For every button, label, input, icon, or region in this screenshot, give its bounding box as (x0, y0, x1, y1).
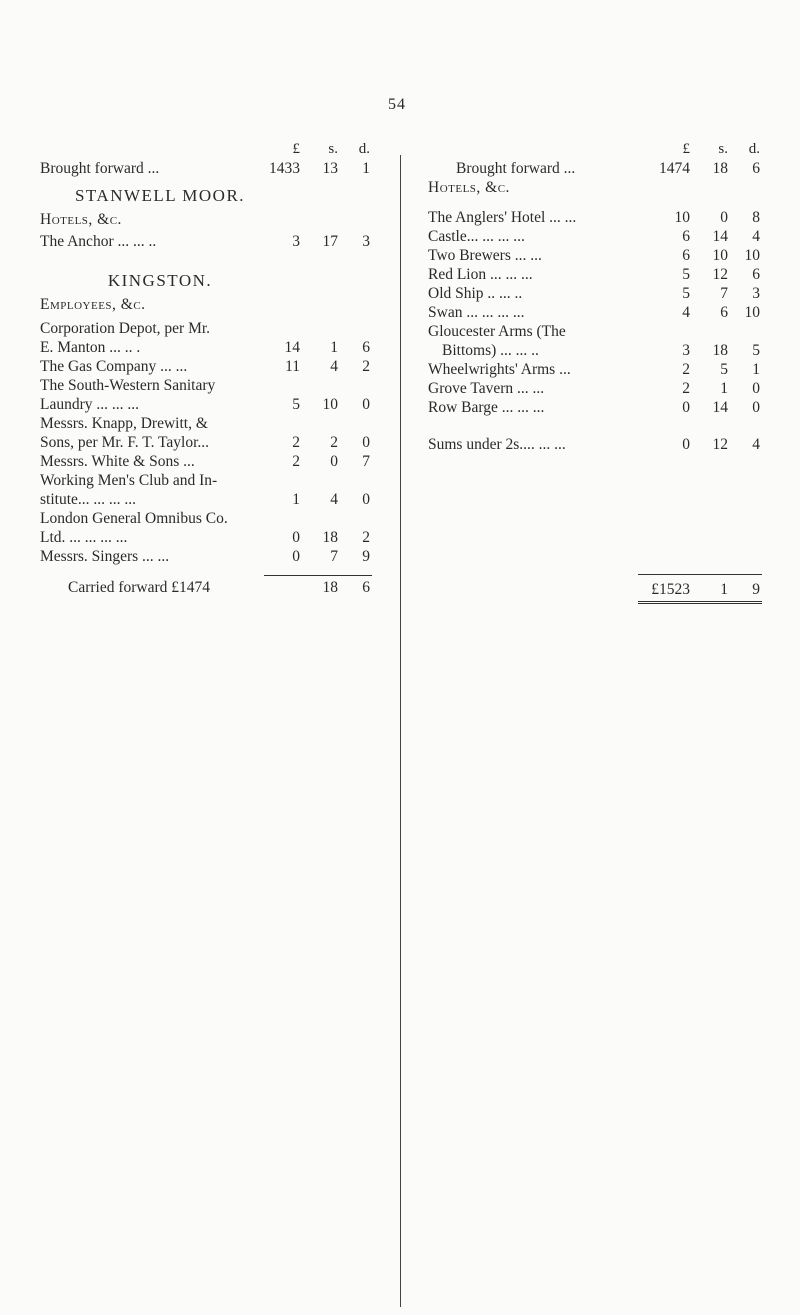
shillings: 7 (330, 548, 338, 565)
shillings: 4 (330, 358, 338, 375)
row-label: Gloucester Arms (The (428, 323, 566, 340)
sums-under-row (428, 435, 768, 454)
entry-row (428, 341, 768, 360)
pence: 9 (362, 548, 370, 565)
entry-row (40, 528, 376, 547)
entry-row (428, 265, 768, 284)
pence: 4 (752, 436, 760, 453)
entry-line (40, 319, 376, 338)
pounds: 1474 (659, 160, 690, 177)
pounds: 0 (292, 548, 300, 565)
entry-row (428, 284, 768, 303)
shillings: 18 (712, 342, 728, 359)
pounds: 0 (682, 436, 690, 453)
pounds: 2 (292, 453, 300, 470)
row-label: Carried forward £1474 (68, 579, 211, 596)
pence: 3 (362, 233, 370, 250)
row-label: stitute... ... ... ... (40, 491, 137, 508)
shillings: 13 (322, 160, 338, 177)
shillings: 1 (720, 581, 728, 598)
entry-row (40, 547, 376, 566)
row-label: The South-Western Sanitary (40, 377, 216, 394)
subheading: Hotels, &c. (428, 179, 510, 196)
row-label: Wheelwrights' Arms ... (428, 361, 571, 378)
entry-row (428, 246, 768, 265)
pence: 8 (752, 209, 760, 226)
shillings-header: s. (328, 141, 338, 157)
row-label: Messrs. Knapp, Drewitt, & (40, 415, 208, 432)
pounds: 14 (284, 339, 300, 356)
pence: 4 (752, 228, 760, 245)
pounds: 2 (682, 361, 690, 378)
pounds-header: £ (682, 141, 690, 157)
entry-line (428, 322, 768, 341)
row-label: Castle... ... ... ... (428, 228, 525, 245)
pounds: 6 (682, 247, 690, 264)
entry-row (428, 303, 768, 322)
pence: 6 (362, 339, 370, 356)
shillings: 0 (330, 453, 338, 470)
pence: 10 (744, 247, 760, 264)
row-label: The Anglers' Hotel ... ... (428, 209, 577, 226)
shillings: 18 (322, 529, 338, 546)
double-rule (638, 601, 762, 604)
entry-line (40, 376, 376, 395)
pounds: 6 (682, 228, 690, 245)
shillings: 10 (712, 247, 728, 264)
pounds: 5 (682, 266, 690, 283)
shillings: 7 (720, 285, 728, 302)
left-column (40, 140, 376, 597)
entry-row (428, 379, 768, 398)
entry-row (40, 395, 376, 414)
row-label: Bittoms) ... ... .. (442, 342, 539, 359)
row-label: Brought forward ... (456, 160, 576, 177)
row-label: Grove Tavern ... ... (428, 380, 545, 397)
pence: 0 (752, 399, 760, 416)
row-label: Sons, per Mr. F. T. Taylor... (40, 434, 210, 451)
section-heading: STANWELL MOOR. (74, 186, 246, 205)
subheading: Hotels, &c. (40, 211, 122, 228)
shillings: 1 (720, 380, 728, 397)
shillings: 10 (322, 396, 338, 413)
pence-header: d. (358, 141, 370, 157)
shillings: 6 (720, 304, 728, 321)
shillings-header: s. (718, 141, 728, 157)
pounds: 4 (682, 304, 690, 321)
shillings: 4 (330, 491, 338, 508)
row-label: Ltd. ... ... ... ... (40, 529, 128, 546)
shillings: 12 (712, 266, 728, 283)
pounds: 10 (674, 209, 690, 226)
row-label: The Anchor ... ... .. (40, 233, 157, 250)
total-rule (264, 575, 372, 576)
pence: 0 (752, 380, 760, 397)
entry-row (40, 452, 376, 471)
page-number: 54 (388, 96, 406, 113)
row-label: Swan ... ... ... ... (428, 304, 525, 321)
row-label: Working Men's Club and In- (40, 472, 218, 489)
row-label: The Gas Company ... ... (40, 358, 188, 375)
pence-header: d. (748, 141, 760, 157)
entry-line (40, 509, 376, 528)
row-label: Brought forward ... (40, 160, 160, 177)
pounds: 1 (292, 491, 300, 508)
currency-header (428, 140, 768, 159)
pence: 3 (752, 285, 760, 302)
shillings: 14 (712, 399, 728, 416)
pounds: 3 (292, 233, 300, 250)
right-column (428, 140, 768, 605)
entry-row (428, 398, 768, 417)
entry-row (40, 490, 376, 509)
row-label: London General Omnibus Co. (40, 510, 228, 527)
pounds: 11 (285, 358, 300, 375)
entry-row (428, 360, 768, 379)
row-label: Corporation Depot, per Mr. (40, 320, 211, 337)
entry-row (40, 232, 376, 251)
entry-row (40, 338, 376, 357)
pounds: 3 (682, 342, 690, 359)
pounds: 5 (682, 285, 690, 302)
pence: 6 (752, 160, 760, 177)
pence: 0 (362, 491, 370, 508)
brought-forward-row (428, 159, 768, 178)
row-label: Laundry ... ... ... (40, 396, 140, 413)
total-rule (638, 574, 762, 575)
pence: 7 (362, 453, 370, 470)
entry-line (40, 414, 376, 433)
pounds: 0 (682, 399, 690, 416)
pence: 10 (744, 304, 760, 321)
pence: 1 (752, 361, 760, 378)
shillings: 18 (322, 579, 338, 596)
pence: 0 (362, 434, 370, 451)
column-divider (400, 155, 401, 1307)
entry-row (40, 433, 376, 452)
subheading: Employees, &c. (40, 296, 146, 313)
pounds-header: £ (292, 141, 300, 157)
shillings: 1 (330, 339, 338, 356)
shillings: 18 (712, 160, 728, 177)
pence: 0 (362, 396, 370, 413)
row-label: Two Brewers ... ... (428, 247, 542, 264)
row-label: Old Ship .. ... .. (428, 285, 523, 302)
row-label: Messrs. White & Sons ... (40, 453, 195, 470)
entry-row (428, 208, 768, 227)
row-label: E. Manton ... .. . (40, 339, 141, 356)
pence: 6 (752, 266, 760, 283)
row-label: Red Lion ... ... ... (428, 266, 533, 283)
pounds: 2 (292, 434, 300, 451)
pence: 2 (362, 358, 370, 375)
shillings: 0 (720, 209, 728, 226)
currency-header (40, 140, 376, 159)
entry-line (40, 471, 376, 490)
entry-row (428, 227, 768, 246)
entry-row (40, 357, 376, 376)
section-heading: KINGSTON. (107, 271, 213, 290)
pounds: £1523 (651, 581, 690, 598)
carried-forward-row (40, 578, 376, 597)
shillings: 14 (712, 228, 728, 245)
shillings: 17 (322, 233, 338, 250)
brought-forward-row (40, 159, 376, 178)
pounds: 5 (292, 396, 300, 413)
row-label: Row Barge ... ... ... (428, 399, 545, 416)
shillings: 2 (330, 434, 338, 451)
pounds: 0 (292, 529, 300, 546)
pence: 1 (362, 160, 370, 177)
row-label: Messrs. Singers ... ... (40, 548, 170, 565)
pounds: 2 (682, 380, 690, 397)
pounds: 1433 (269, 160, 300, 177)
pence: 5 (752, 342, 760, 359)
shillings: 5 (720, 361, 728, 378)
shillings: 12 (712, 436, 728, 453)
pence: 6 (362, 579, 370, 596)
pence: 2 (362, 529, 370, 546)
grand-total-row (428, 580, 768, 599)
row-label: Sums under 2s.... ... ... (428, 436, 566, 453)
pence: 9 (752, 581, 760, 598)
